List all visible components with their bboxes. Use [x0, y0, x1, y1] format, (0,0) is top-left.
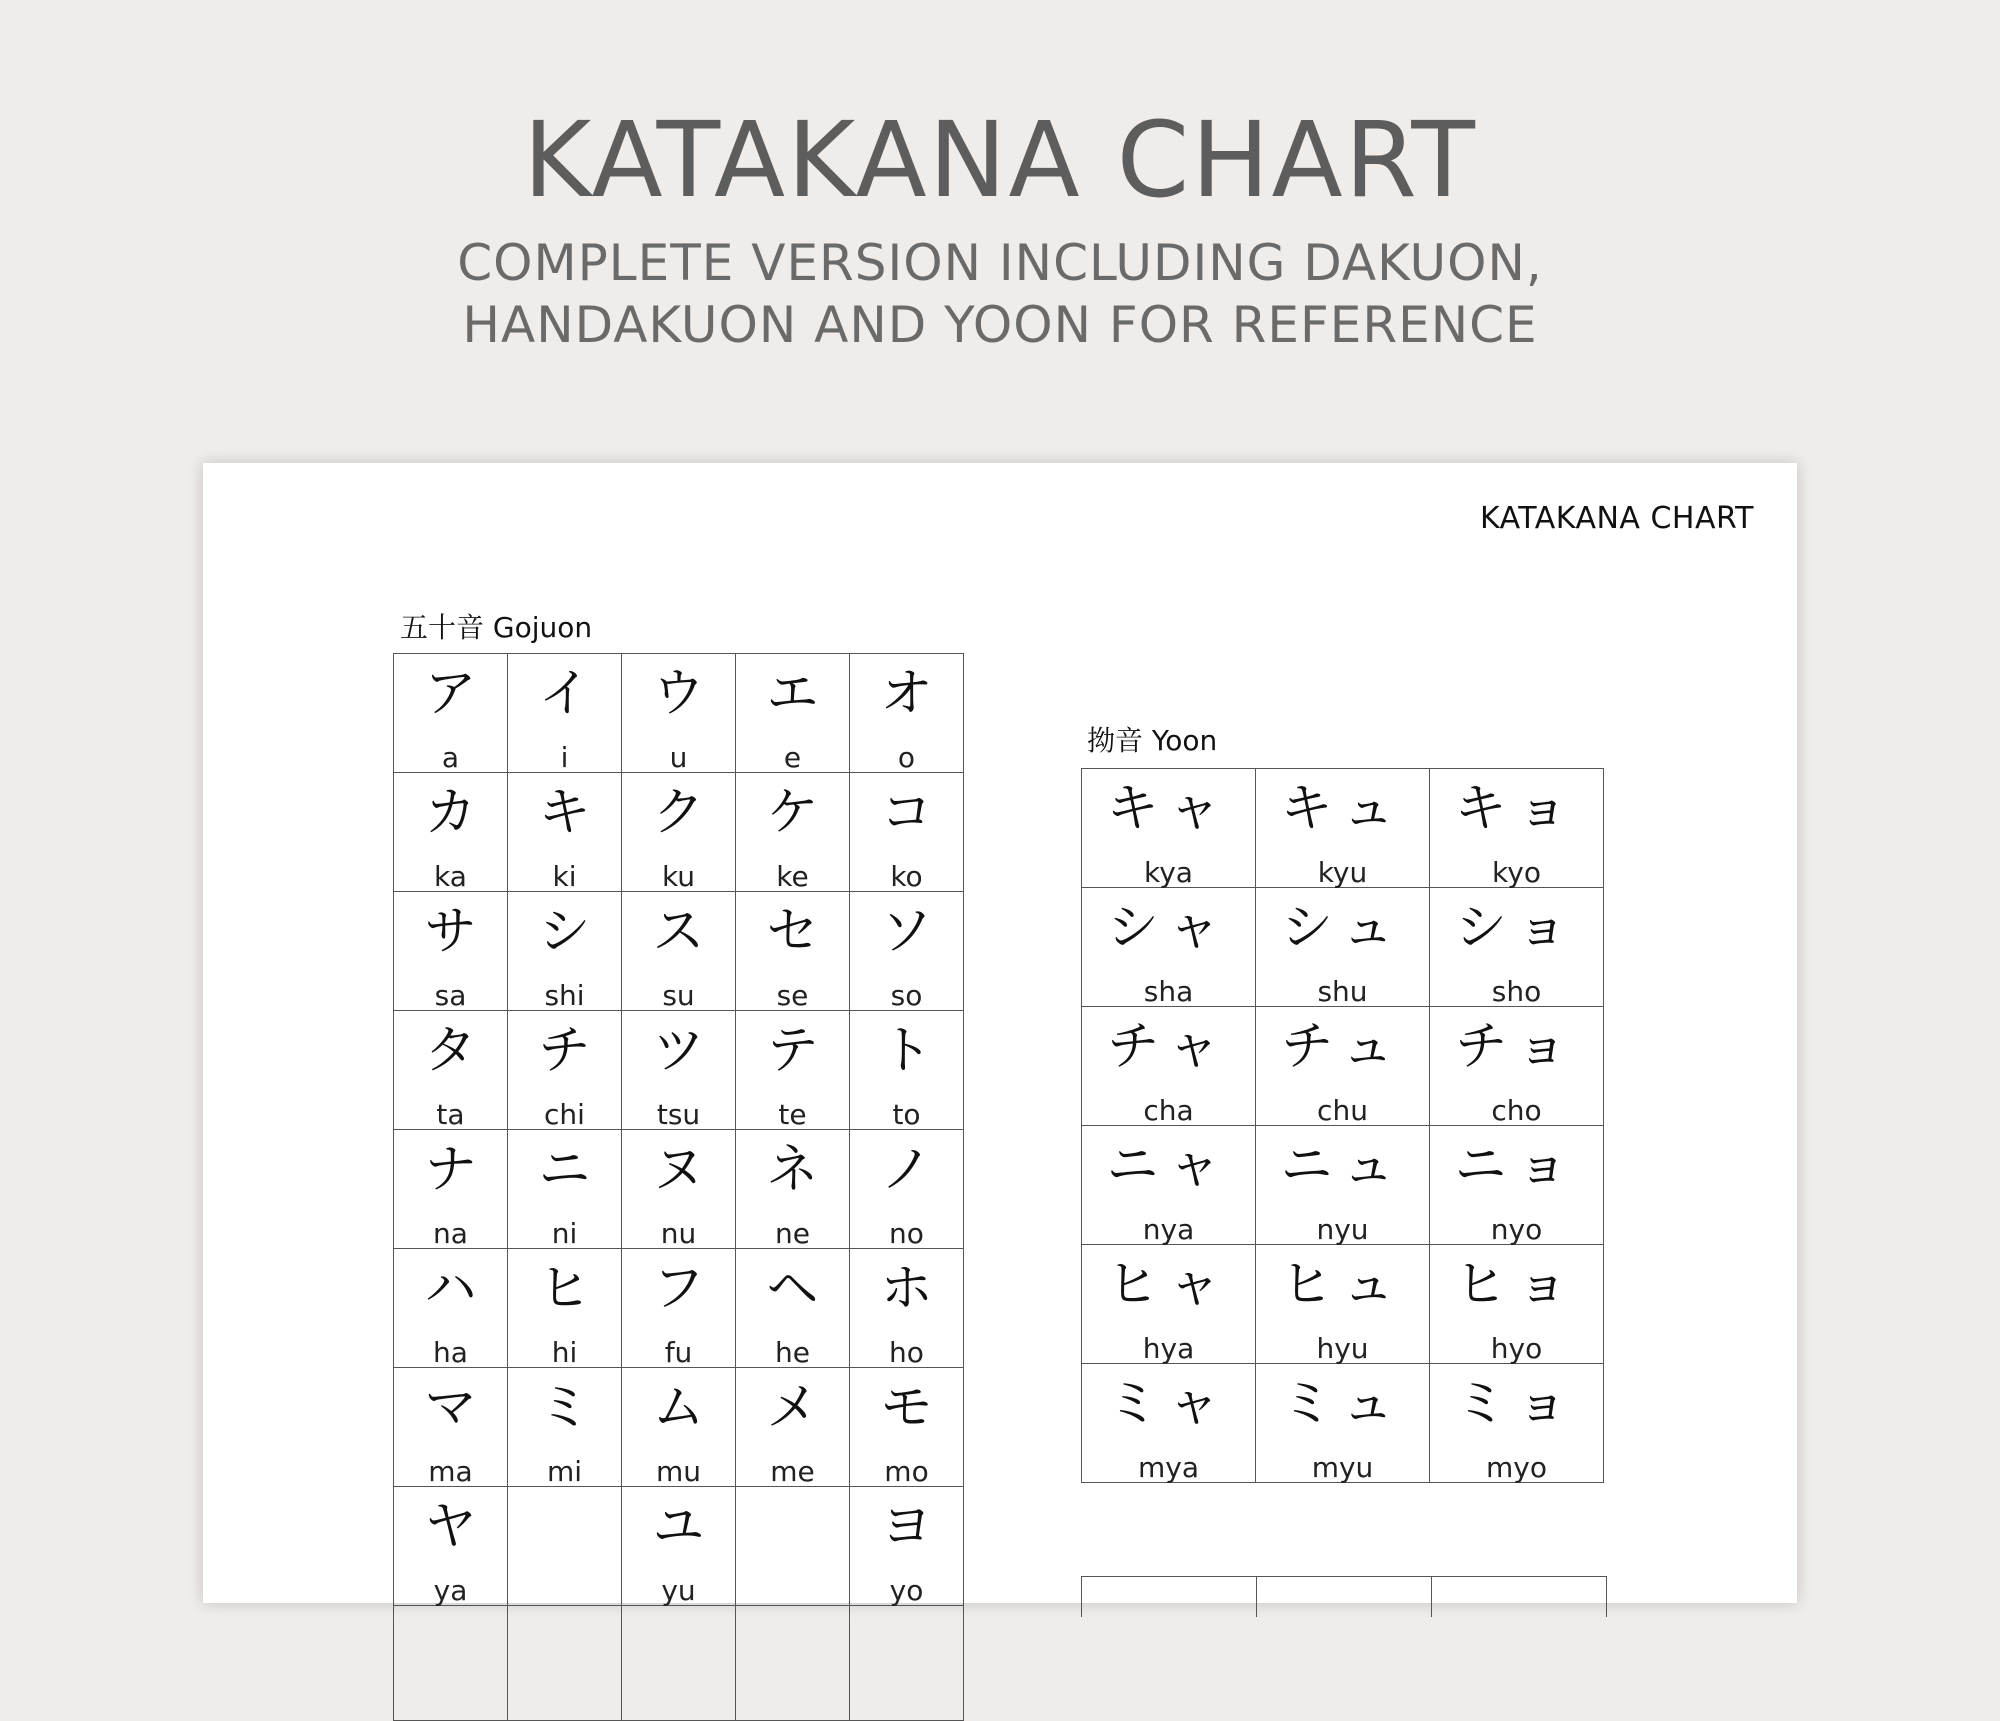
kana-cell [1082, 1126, 1256, 1245]
kana-character: キョ [1454, 779, 1579, 839]
kana-cell [508, 654, 622, 773]
kana-cell [622, 1249, 736, 1368]
romaji-label: ta [436, 1098, 465, 1131]
kana-cell [508, 1368, 622, 1487]
kana-character: ク [652, 783, 705, 843]
romaji-label: hyu [1316, 1332, 1369, 1365]
kana-character: ツ [652, 1021, 705, 1081]
table-row [394, 654, 964, 773]
table-row [1082, 888, 1604, 1007]
kana-cell [394, 1368, 508, 1487]
romaji-label: yu [661, 1574, 696, 1607]
kana-character: ヘ [766, 1259, 819, 1319]
kana-cell [736, 654, 850, 773]
romaji-label: u [669, 741, 688, 774]
kana-character: ト [880, 1021, 933, 1081]
kana-cell [1430, 1364, 1604, 1483]
kana-character: シュ [1281, 898, 1404, 958]
kana-character: タ [424, 1021, 477, 1081]
kana-cell [1082, 888, 1256, 1007]
kana-character: エ [766, 664, 819, 724]
table-row [394, 1368, 964, 1487]
kana-cell [508, 1487, 622, 1606]
kana-character: ネ [766, 1140, 819, 1200]
yoon-table [1081, 768, 1604, 1483]
kana-character [736, 1501, 849, 1555]
table-row [394, 773, 964, 892]
kana-cell [1256, 1126, 1430, 1245]
romaji-label: myu [1311, 1451, 1374, 1484]
romaji-label: ho [889, 1336, 924, 1369]
kana-character: シ [538, 902, 591, 962]
romaji-label: chu [1317, 1094, 1368, 1127]
kana-character: チョ [1455, 1017, 1578, 1077]
kana-character: オ [880, 664, 933, 724]
kana-character: ヨ [880, 1497, 933, 1557]
kana-character: イ [538, 664, 591, 724]
kana-cell [1430, 769, 1604, 888]
kana-cell [622, 773, 736, 892]
kana-character [508, 1501, 621, 1555]
romaji-label: e [783, 741, 802, 774]
kana-character: ノ [880, 1140, 933, 1200]
romaji-label: te [778, 1098, 807, 1131]
kana-character: テ [766, 1021, 819, 1081]
gojuon-label: 五十音 Gojuon [400, 611, 593, 644]
kana-cell [622, 1011, 736, 1130]
kana-character: セ [766, 902, 819, 962]
kana-cell [394, 892, 508, 1011]
kana-character: チュ [1281, 1017, 1404, 1077]
kana-cell [622, 654, 736, 773]
romaji-label: mo [884, 1455, 929, 1488]
kana-character: ニャ [1106, 1136, 1231, 1196]
romaji-label: me [770, 1455, 815, 1488]
kana-character: ミ [538, 1378, 591, 1438]
kana-character: ケ [766, 783, 819, 843]
kana-cell [508, 1606, 622, 1721]
kana-character: ス [652, 902, 705, 962]
romaji-label: su [662, 979, 695, 1012]
kana-cell [850, 1130, 964, 1249]
romaji-label: hyo [1490, 1332, 1543, 1365]
romaji-label: i [560, 741, 569, 774]
kana-cell [1082, 1007, 1256, 1126]
chart-sheet [203, 463, 1797, 1607]
kana-cell [1256, 1364, 1430, 1483]
kana-character: ソ [880, 902, 933, 962]
table-row [394, 1130, 964, 1249]
romaji-label: tsu [656, 1098, 701, 1131]
romaji-label: to [892, 1098, 921, 1131]
romaji-label: ke [776, 860, 809, 893]
kana-character: ミャ [1107, 1374, 1230, 1434]
kana-cell [394, 1011, 508, 1130]
kana-character: メ [766, 1378, 819, 1438]
table-row [394, 1249, 964, 1368]
romaji-label: mu [655, 1455, 702, 1488]
kana-cell [736, 892, 850, 1011]
romaji-label: hi [551, 1336, 578, 1369]
kana-cell [850, 1011, 964, 1130]
kana-cell [850, 654, 964, 773]
kana-cell [1256, 1007, 1430, 1126]
kana-cell [622, 1606, 736, 1721]
kana-cell [622, 1487, 736, 1606]
kana-cell [850, 1249, 964, 1368]
romaji-label: he [775, 1336, 810, 1369]
kana-cell [508, 1130, 622, 1249]
table-row [1082, 1245, 1604, 1364]
kana-character: サ [424, 902, 477, 962]
romaji-label: no [889, 1217, 924, 1250]
romaji-label: hya [1142, 1332, 1195, 1365]
kana-character: ミュ [1281, 1374, 1404, 1434]
romaji-label: sa [434, 979, 467, 1012]
kana-cell [736, 1249, 850, 1368]
kana-character: ハ [424, 1259, 477, 1319]
kana-cell [1082, 1245, 1256, 1364]
romaji-label: cha [1143, 1094, 1194, 1127]
kana-cell [1430, 1126, 1604, 1245]
kana-cell [394, 1487, 508, 1606]
kana-cell [622, 1130, 736, 1249]
romaji-label: o [897, 741, 916, 774]
romaji-label: ka [434, 860, 467, 893]
romaji-label: mi [546, 1455, 583, 1488]
kana-character: ニ [538, 1140, 591, 1200]
table-row [394, 1487, 964, 1606]
gojuon-table [393, 653, 964, 1721]
kana-cell [508, 1011, 622, 1130]
kana-cell [850, 892, 964, 1011]
page-subtitle-line-1: COMPLETE VERSION INCLUDING DAKUON, [457, 234, 1543, 292]
kana-cell [394, 654, 508, 773]
romaji-label: a [441, 741, 460, 774]
romaji-label: na [433, 1217, 468, 1250]
romaji-label: ma [428, 1455, 473, 1488]
kana-cell [1082, 769, 1256, 888]
kana-cell [1430, 1007, 1604, 1126]
kana-character: カ [424, 783, 477, 843]
kana-cell [1430, 1245, 1604, 1364]
kana-character: シャ [1107, 898, 1230, 958]
kana-character: ヒュ [1280, 1255, 1405, 1315]
romaji-label: ko [890, 860, 923, 893]
table-row [394, 1011, 964, 1130]
kana-cell [736, 1130, 850, 1249]
kana-cell [1256, 769, 1430, 888]
kana-character: ヒ [538, 1259, 591, 1319]
kana-cell [394, 773, 508, 892]
table-row [1082, 1007, 1604, 1126]
kana-cell [736, 1011, 850, 1130]
kana-cell [736, 773, 850, 892]
kana-cell [508, 892, 622, 1011]
kana-character: マ [424, 1378, 477, 1438]
romaji-label: kyu [1317, 856, 1368, 889]
kana-character: キ [538, 783, 591, 843]
romaji-label: nu [660, 1217, 697, 1250]
kana-character: ヒャ [1106, 1255, 1231, 1315]
romaji-label: ku [661, 860, 696, 893]
kana-cell [394, 1606, 508, 1721]
page-subtitle-line-2: HANDAKUON AND YOON FOR REFERENCE [462, 296, 1538, 354]
romaji-label: sho [1491, 975, 1542, 1008]
kana-character: ニョ [1454, 1136, 1579, 1196]
kana-cell [850, 1606, 964, 1721]
table-row [1082, 1364, 1604, 1483]
romaji-label: ki [552, 860, 577, 893]
romaji-label: fu [664, 1336, 693, 1369]
kana-character: ナ [424, 1140, 477, 1200]
kana-cell [622, 1368, 736, 1487]
kana-character: ヌ [652, 1140, 705, 1200]
kana-cell [850, 1487, 964, 1606]
romaji-label: shu [1317, 975, 1368, 1008]
romaji-label: ya [433, 1574, 468, 1607]
kana-character: モ [880, 1378, 933, 1438]
romaji-label: so [890, 979, 923, 1012]
page-title: KATAKANA CHART [523, 99, 1477, 221]
kana-character: フ [652, 1259, 705, 1319]
kana-cell [1082, 1364, 1256, 1483]
kana-character: ム [652, 1378, 705, 1438]
kana-cell [1256, 888, 1430, 1007]
table-row [1082, 769, 1604, 888]
kana-cell [736, 1487, 850, 1606]
kana-character: ウ [652, 664, 705, 724]
romaji-label: mya [1137, 1451, 1199, 1484]
kana-cell [622, 892, 736, 1011]
kana-cell [508, 1249, 622, 1368]
kana-character: ヤ [424, 1497, 477, 1557]
kana-character: キャ [1106, 779, 1231, 839]
table-row [394, 892, 964, 1011]
romaji-label: myo [1486, 1451, 1547, 1484]
romaji-label: ha [433, 1336, 468, 1369]
yoon-label: 拗音 Yoon [1087, 724, 1218, 757]
romaji-label: sha [1143, 975, 1194, 1008]
kana-character: ホ [880, 1259, 933, 1319]
kana-cell [850, 773, 964, 892]
romaji-label: ni [551, 1217, 578, 1250]
romaji-label: shi [544, 979, 585, 1012]
kana-character: ショ [1455, 898, 1578, 958]
kana-cell [850, 1368, 964, 1487]
kana-cell [508, 773, 622, 892]
next-table-edge [1081, 1576, 1607, 1617]
romaji-label: cho [1491, 1094, 1542, 1127]
kana-character: ユ [652, 1497, 705, 1557]
kana-cell [1256, 1245, 1430, 1364]
romaji-label: kyo [1492, 856, 1541, 889]
romaji-label: nya [1142, 1213, 1195, 1246]
romaji-label: yo [889, 1574, 924, 1607]
table-row-partial [394, 1606, 964, 1721]
romaji-label: se [776, 979, 809, 1012]
kana-character: ア [424, 664, 477, 724]
kana-cell [394, 1130, 508, 1249]
table-row [1082, 1126, 1604, 1245]
kana-character: ヒョ [1454, 1255, 1579, 1315]
sheet-title: KATAKANA CHART [1479, 501, 1754, 536]
kana-cell [736, 1368, 850, 1487]
romaji-label: chi [544, 1098, 585, 1131]
kana-character: キュ [1280, 779, 1405, 839]
kana-character: チ [538, 1021, 591, 1081]
romaji-label: nyu [1316, 1213, 1369, 1246]
kana-cell [1430, 888, 1604, 1007]
kana-cell [394, 1249, 508, 1368]
romaji-label: nyo [1490, 1213, 1543, 1246]
kana-character: ミョ [1455, 1374, 1578, 1434]
kana-character: コ [880, 783, 933, 843]
kana-cell [736, 1606, 850, 1721]
romaji-label: kya [1144, 856, 1193, 889]
kana-character: ニュ [1280, 1136, 1405, 1196]
romaji-label: ne [775, 1217, 810, 1250]
kana-character: チャ [1107, 1017, 1230, 1077]
